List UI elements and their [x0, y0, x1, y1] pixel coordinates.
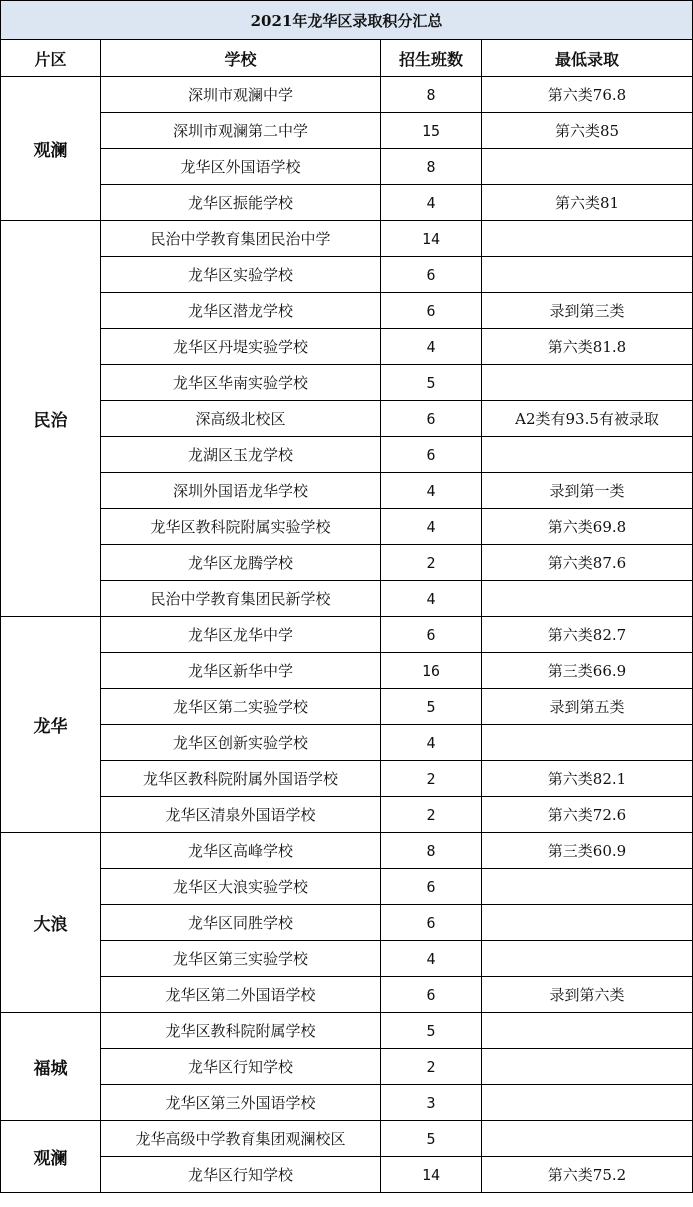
classes-cell: 4: [381, 725, 482, 761]
table-row: [1, 1085, 693, 1121]
min-score-cell: 第六类82.1: [482, 761, 693, 797]
district-cell: 民治: [1, 221, 101, 617]
school-cell: 龙湖区玉龙学校: [101, 437, 381, 473]
min-score-cell: 第六类69.8: [482, 509, 693, 545]
min-score-cell: [482, 1013, 693, 1049]
header-school: 学校: [101, 40, 381, 77]
table-row: [1, 365, 693, 401]
district-cell: 观澜: [1, 1121, 101, 1193]
classes-cell: 6: [381, 401, 482, 437]
school-cell: 龙华区高峰学校: [101, 833, 381, 869]
school-cell: 龙华区龙华中学: [101, 617, 381, 653]
min-score-cell: 第六类72.6: [482, 797, 693, 833]
classes-cell: 14: [381, 1157, 482, 1193]
classes-cell: 5: [381, 365, 482, 401]
classes-cell: 8: [381, 833, 482, 869]
school-cell: 龙华区华南实验学校: [101, 365, 381, 401]
classes-cell: 4: [381, 941, 482, 977]
school-cell: 龙华区新华中学: [101, 653, 381, 689]
min-score-cell: [482, 1121, 693, 1157]
min-score-cell: 第三类66.9: [482, 653, 693, 689]
min-score-cell: [482, 725, 693, 761]
min-score-cell: A2类有93.5有被录取: [482, 401, 693, 437]
school-cell: 龙华区大浪实验学校: [101, 869, 381, 905]
min-score-cell: [482, 149, 693, 185]
school-cell: 龙华区行知学校: [101, 1049, 381, 1085]
district-cell: 福城: [1, 1013, 101, 1121]
min-score-cell: [482, 581, 693, 617]
classes-cell: 6: [381, 869, 482, 905]
classes-cell: 4: [381, 581, 482, 617]
classes-cell: 2: [381, 797, 482, 833]
title-row: [1, 1, 693, 40]
table-row: [1, 473, 693, 509]
table-row: [1, 689, 693, 725]
classes-cell: 14: [381, 221, 482, 257]
classes-cell: 5: [381, 1121, 482, 1157]
header-district: 片区: [1, 40, 101, 77]
table-row: [1, 329, 693, 365]
school-cell: 龙华区教科院附属外国语学校: [101, 761, 381, 797]
school-cell: 深高级北校区: [101, 401, 381, 437]
district-cell: 龙华: [1, 617, 101, 833]
table-row: [1, 149, 693, 185]
classes-cell: 15: [381, 113, 482, 149]
min-score-cell: 第六类81.8: [482, 329, 693, 365]
classes-cell: 6: [381, 905, 482, 941]
school-cell: 龙华区清泉外国语学校: [101, 797, 381, 833]
school-cell: 龙华区第二外国语学校: [101, 977, 381, 1013]
min-score-cell: 录到第五类: [482, 689, 693, 725]
table-row: [1, 185, 693, 221]
table-row: [1, 257, 693, 293]
school-cell: 龙华区教科院附属学校: [101, 1013, 381, 1049]
classes-cell: 6: [381, 293, 482, 329]
school-cell: 龙华区龙腾学校: [101, 545, 381, 581]
min-score-cell: 录到第三类: [482, 293, 693, 329]
table-row: [1, 797, 693, 833]
table-row: [1, 1049, 693, 1085]
classes-cell: 6: [381, 977, 482, 1013]
school-cell: 龙华区教科院附属实验学校: [101, 509, 381, 545]
table-row: [1, 581, 693, 617]
school-cell: 龙华区第三外国语学校: [101, 1085, 381, 1121]
classes-cell: 16: [381, 653, 482, 689]
table-row: [1, 509, 693, 545]
header-row: [1, 40, 693, 77]
min-score-cell: [482, 905, 693, 941]
table-row: [1, 221, 693, 257]
table-row: [1, 653, 693, 689]
min-score-cell: [482, 437, 693, 473]
school-cell: 深圳市观澜第二中学: [101, 113, 381, 149]
classes-cell: 5: [381, 1013, 482, 1049]
classes-cell: 2: [381, 761, 482, 797]
school-cell: 龙华区行知学校: [101, 1157, 381, 1193]
table-row: [1, 725, 693, 761]
school-cell: 龙华区振能学校: [101, 185, 381, 221]
table-row: [1, 113, 693, 149]
min-score-cell: [482, 941, 693, 977]
school-cell: 龙华区同胜学校: [101, 905, 381, 941]
min-score-cell: 第六类85: [482, 113, 693, 149]
min-score-cell: 录到第六类: [482, 977, 693, 1013]
table-row: [1, 761, 693, 797]
table-row: [1, 617, 693, 653]
table-row: [1, 1121, 693, 1157]
min-score-cell: 第六类87.6: [482, 545, 693, 581]
table-row: [1, 545, 693, 581]
table-row: [1, 401, 693, 437]
classes-cell: 8: [381, 149, 482, 185]
min-score-cell: [482, 257, 693, 293]
table-row: [1, 869, 693, 905]
school-cell: 龙华区实验学校: [101, 257, 381, 293]
school-cell: 民治中学教育集团民治中学: [101, 221, 381, 257]
classes-cell: 4: [381, 185, 482, 221]
classes-cell: 8: [381, 77, 482, 113]
classes-cell: 4: [381, 473, 482, 509]
min-score-cell: 第三类60.9: [482, 833, 693, 869]
min-score-cell: [482, 1049, 693, 1085]
table-row: [1, 1157, 693, 1193]
table-row: [1, 77, 693, 113]
table-row: [1, 941, 693, 977]
classes-cell: 2: [381, 1049, 482, 1085]
school-cell: 龙华高级中学教育集团观澜校区: [101, 1121, 381, 1157]
min-score-cell: 第六类76.8: [482, 77, 693, 113]
school-cell: 龙华区第二实验学校: [101, 689, 381, 725]
school-cell: 龙华区潜龙学校: [101, 293, 381, 329]
classes-cell: 4: [381, 329, 482, 365]
min-score-cell: [482, 1085, 693, 1121]
min-score-cell: 第六类75.2: [482, 1157, 693, 1193]
school-cell: 深圳外国语龙华学校: [101, 473, 381, 509]
district-cell: 大浪: [1, 833, 101, 1013]
classes-cell: 3: [381, 1085, 482, 1121]
school-cell: 龙华区外国语学校: [101, 149, 381, 185]
min-score-cell: 第六类82.7: [482, 617, 693, 653]
classes-cell: 5: [381, 689, 482, 725]
classes-cell: 2: [381, 545, 482, 581]
table-body: [1, 77, 693, 1193]
header-min-score: 最低录取: [482, 40, 693, 77]
classes-cell: 6: [381, 437, 482, 473]
header-classes: 招生班数: [381, 40, 482, 77]
min-score-cell: 第六类81: [482, 185, 693, 221]
school-cell: 民治中学教育集团民新学校: [101, 581, 381, 617]
table-row: [1, 293, 693, 329]
classes-cell: 4: [381, 509, 482, 545]
district-cell: 观澜: [1, 77, 101, 221]
school-cell: 深圳市观澜中学: [101, 77, 381, 113]
table-row: [1, 833, 693, 869]
table-title: 2021年龙华区录取积分汇总: [1, 1, 693, 40]
school-cell: 龙华区第三实验学校: [101, 941, 381, 977]
table-row: [1, 905, 693, 941]
classes-cell: 6: [381, 617, 482, 653]
school-cell: 龙华区丹堤实验学校: [101, 329, 381, 365]
min-score-cell: [482, 221, 693, 257]
min-score-cell: 录到第一类: [482, 473, 693, 509]
table-row: [1, 437, 693, 473]
school-cell: 龙华区创新实验学校: [101, 725, 381, 761]
min-score-cell: [482, 869, 693, 905]
table-row: [1, 977, 693, 1013]
min-score-cell: [482, 365, 693, 401]
table-row: [1, 1013, 693, 1049]
classes-cell: 6: [381, 257, 482, 293]
